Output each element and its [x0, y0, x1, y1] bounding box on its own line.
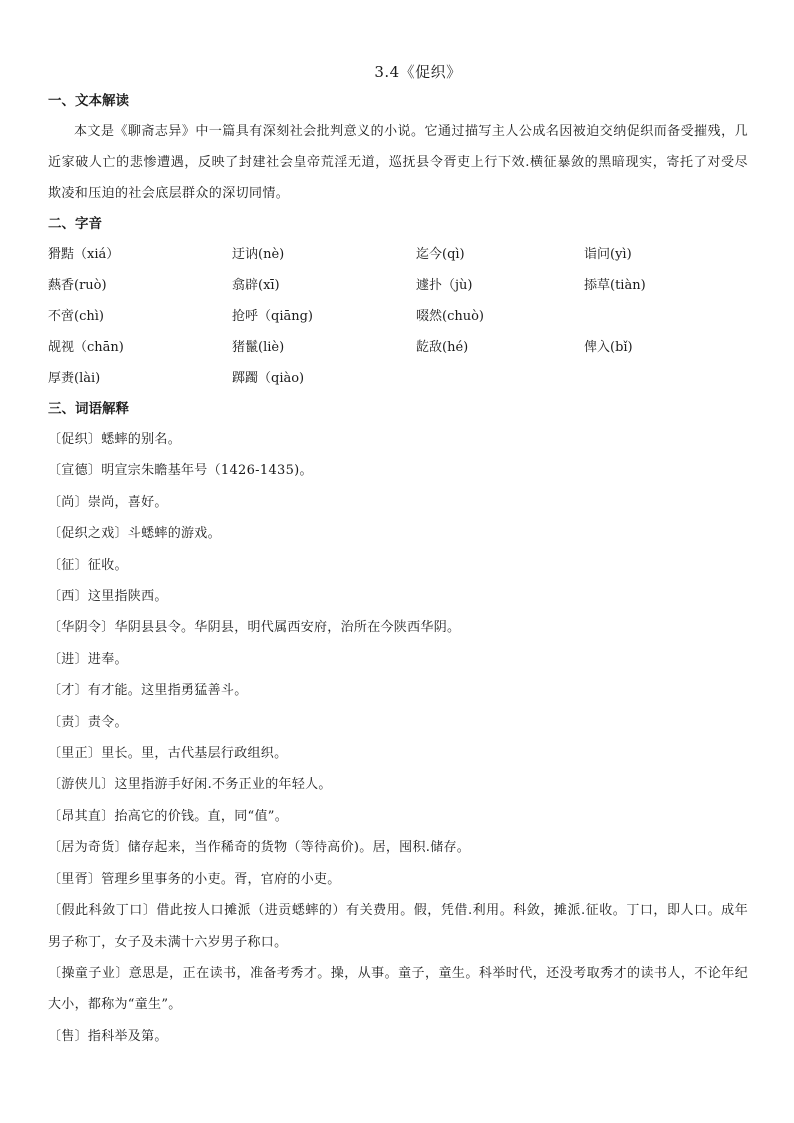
glossary-item: 〔里胥〕管理乡里事务的小吏。胥，官府的小吏。	[48, 871, 341, 887]
glossary-item: 〔征〕征收。	[48, 557, 128, 573]
glossary-item: 〔里正〕里长。里，古代基层行政组织。	[48, 746, 288, 762]
glossary-item: 〔华阴令〕华阴县县令。华阴县，明代属西安府，治所在今陕西华阴。	[48, 620, 461, 636]
pronunciation-item: 遽扑（jù)	[416, 278, 473, 293]
pronunciation-item: 翕辟(xī)	[232, 278, 280, 293]
pronunciation-row	[48, 239, 748, 270]
pronunciation-item: 俾入(bǐ)	[584, 340, 633, 355]
pronunciation-item: 迂讷(nè)	[232, 247, 285, 262]
glossary-item: 〔尚〕崇尚，喜好。	[48, 494, 168, 510]
pronunciation-row	[48, 270, 748, 301]
glossary-item: 〔宣德〕明宣宗朱瞻基年号（1426-1435)。	[48, 463, 313, 479]
section-heading-glossary: 三、词语解释	[48, 401, 129, 417]
glossary-item: 〔促织之戏〕斗蟋蟀的游戏。	[48, 526, 221, 542]
pronunciation-item	[584, 301, 748, 332]
page-title: 3.4《促织》	[374, 63, 462, 81]
glossary-item: 〔西〕这里指陕西。	[48, 589, 168, 605]
glossary-item: 〔进〕进奉。	[48, 651, 128, 667]
glossary-list	[48, 424, 748, 1052]
pronunciation-table	[48, 239, 748, 394]
section-heading-pronunciation: 二、字音	[48, 216, 102, 232]
pronunciation-item: 不啻(chì)	[48, 309, 104, 324]
text-interpretation-paragraph: 本文是《聊斋志异》中一篇具有深刻社会批判意义的小说。它通过描写主人公成名因被迫交纳促织而备受摧残，几近家破人亡的悲惨遭遇，反映了封建社会皇帝荒淫无道，巡抚县令胥吏上行下效.横征暴敛的黑暗现实，寄托了对受尽欺凌和压迫的社会底层群众的深切同情。	[48, 124, 748, 201]
pronunciation-item: 厚赉(lài)	[48, 371, 101, 386]
pronunciation-item	[416, 363, 584, 394]
pronunciation-item: 猾黠（xiá）	[48, 247, 120, 262]
pronunciation-item: 爇香(ruò)	[48, 278, 107, 293]
pronunciation-item: 猪鬣(liè)	[232, 340, 285, 355]
glossary-item: 〔游侠儿〕这里指游手好闲.不务正业的年轻人。	[48, 777, 332, 793]
pronunciation-item: 龁敌(hé)	[416, 340, 469, 355]
glossary-item: 〔责〕责令。	[48, 714, 128, 730]
pronunciation-item: 抢呼（qiāng)	[232, 309, 313, 324]
glossary-item: 〔居为奇货〕储存起来，当作稀奇的货物（等待高价)。居，囤积.储存。	[48, 840, 471, 856]
glossary-item: 〔才〕有才能。这里指勇猛善斗。	[48, 683, 248, 699]
pronunciation-item: 诣问(yì)	[584, 247, 632, 262]
glossary-item: 〔昂其直〕抬高它的价钱。直，同“值”。	[48, 808, 288, 824]
pronunciation-row	[48, 332, 748, 363]
glossary-item: 〔促织〕蟋蟀的别名。	[48, 432, 182, 447]
glossary-item: 〔售〕指科举及第。	[48, 1028, 168, 1044]
pronunciation-item: 迄今(qì)	[416, 247, 465, 262]
pronunciation-item: 啜然(chuò)	[416, 309, 484, 324]
pronunciation-item: 掭草(tiàn)	[584, 278, 646, 293]
section-heading-text-interpretation: 一、文本解读	[48, 93, 129, 109]
glossary-item: 〔假此科敛丁口〕借此按人口摊派（进贡蟋蟀的）有关费用。假，凭借.利用。科敛，摊派.征收。丁口，即人口。成年男子称丁，女子及未满十六岁男子称口。	[48, 903, 748, 950]
glossary-item: 〔操童子业〕意思是，正在读书，准备考秀才。操，从事。童子，童生。科举时代，还没考取秀才的读书人，不论年纪大小，都称为“童生”。	[48, 965, 748, 1013]
document-page	[48, 58, 748, 1052]
pronunciation-row	[48, 301, 748, 332]
pronunciation-item: 觇视（chān)	[48, 340, 124, 355]
pronunciation-item: 踯躅（qiào)	[232, 371, 305, 386]
pronunciation-row	[48, 363, 748, 394]
pronunciation-item	[584, 363, 748, 394]
